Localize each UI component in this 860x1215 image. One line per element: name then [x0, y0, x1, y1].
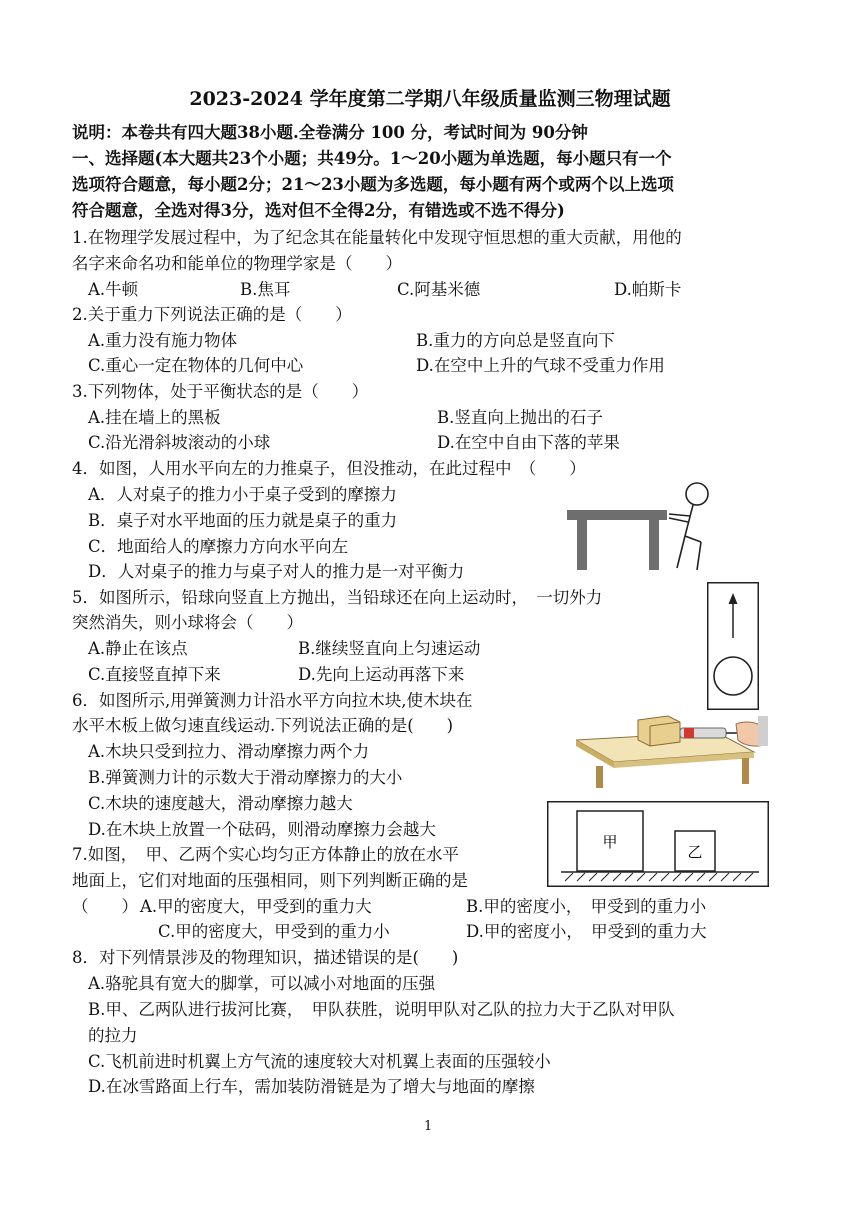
cube-yi-label: 乙	[687, 843, 703, 861]
q6-option-d: D.在木块上放置一个砝码，则滑动摩擦力会越大	[88, 820, 436, 839]
q1-stem-line1: 1.在物理学发展过程中，为了纪念其在能量转化中发现守恒思想的重大贡献，用他的	[72, 228, 682, 247]
q2-stem: 2.关于重力下列说法正确的是（ ）	[72, 305, 352, 324]
q5-figure-ball-upward	[707, 582, 759, 710]
q4-stem: 4．如图，人用水平向左的力推桌子，但没推动，在此过程中 （ ）	[72, 459, 586, 478]
q7-stem-line1: 7.如图， 甲、乙两个实心均匀正方体静止的放在水平	[72, 845, 459, 864]
q8-option-b-line1: B.甲、乙两队进行拔河比赛， 甲队获胜，说明甲队对乙队的拉力大于乙队对甲队	[88, 1000, 675, 1019]
q3-option-a: A.挂在墙上的黑板	[88, 408, 221, 427]
q7-option-d: D.甲的密度小， 甲受到的重力大	[466, 922, 707, 941]
q8-option-b-line2: 的拉力	[88, 1026, 138, 1045]
table-leg-right	[649, 520, 659, 570]
q7-option-a: A.甲的密度大，甲受到的重力大	[140, 897, 372, 916]
q7-answer-bracket: （ ）	[72, 897, 138, 916]
section-heading-line1: 一、选择题(本大题共23个小题；共49分。1～20小题为单选题，每小题只有一个	[72, 149, 672, 168]
q5-option-a: A.静止在该点	[88, 639, 188, 658]
q8-option-d: D.在冰雪路面上行车，需加装防滑链是为了增大与地面的摩擦	[88, 1077, 535, 1096]
q1-stem-line2: 名字来命名功和能单位的物理学家是（ ）	[72, 254, 402, 273]
q1-option-b: B.焦耳	[240, 280, 291, 299]
q6-option-a: A.木块只受到拉力、滑动摩擦力两个力	[88, 742, 370, 761]
q4-option-a: A．人对桌子的推力小于桌子受到的摩擦力	[88, 485, 397, 504]
q2-option-c: C.重心一定在物体的几何中心	[88, 356, 304, 375]
q7-option-c: C.甲的密度大，甲受到的重力小	[158, 922, 390, 941]
exam-note: 说明：本卷共有四大题38小题.全卷满分 100 分，考试时间为 90分钟	[72, 123, 588, 142]
q8-option-c: C.飞机前进时机翼上方气流的速度较大对机翼上表面的压强较小	[88, 1052, 551, 1071]
q2-option-d: D.在空中上升的气球不受重力作用	[416, 356, 665, 375]
q6-option-b: B.弹簧测力计的示数大于滑动摩擦力的大小	[88, 768, 403, 787]
cube-jia-label: 甲	[602, 833, 618, 851]
arrow-up-icon	[729, 593, 738, 604]
q1-option-a: A.牛顿	[88, 280, 139, 299]
spring-scale-red-band	[684, 728, 694, 738]
q3-option-b: B.竖直向上抛出的石子	[437, 408, 603, 427]
q3-option-d: D.在空中自由下落的苹果	[437, 433, 620, 452]
page-number: 1	[424, 1119, 433, 1134]
q1-option-c: C.阿基米德	[397, 280, 481, 299]
q4-option-c: C．地面给人的摩擦力方向水平向左	[88, 537, 349, 556]
sleeve	[758, 716, 768, 746]
table-top	[567, 510, 667, 520]
q2-option-b: B.重力的方向总是竖直向下	[416, 331, 615, 350]
exam-title: 2023-2024 学年度第二学期八年级质量监测三物理试题	[189, 88, 671, 110]
q4-option-d: D．人对桌子的推力与桌子对人的推力是一对平衡力	[88, 562, 465, 581]
q8-stem: 8．对下列情景涉及的物理知识，描述错误的是( )	[72, 948, 459, 967]
board-leg-right	[742, 758, 749, 784]
section-heading-line2: 选项符合题意，每小题2分；21～23小题为多选题，每小题有两个或两个以上选项	[72, 175, 674, 194]
q1-option-d: D.帕斯卡	[614, 280, 682, 299]
q6-stem-line1: 6．如图所示,用弹簧测力计沿水平方向拉木块,使木块在	[72, 691, 473, 710]
q7-stem-line2: 地面上，它们对地面的压强相同，则下列判断正确的是	[72, 871, 468, 890]
q6-stem-line2: 水平木板上做匀速直线运动.下列说法正确的是( )	[72, 716, 454, 735]
stick-person	[669, 483, 708, 570]
q4-figure-person-pushing-table	[565, 480, 725, 576]
ball	[714, 657, 752, 695]
q6-figure-spring-scale-block	[576, 710, 768, 788]
q3-stem: 3.下列物体，处于平衡状态的是（ ）	[72, 382, 369, 401]
q5-option-b: B.继续竖直向上匀速运动	[298, 639, 481, 658]
q8-option-a: A.骆驼具有宽大的脚掌，可以减小对地面的压强	[88, 974, 436, 993]
wood-block	[638, 716, 680, 746]
section-heading-line3: 符合题意，全选对得3分，选对但不全得2分，有错选或不选不得分)	[72, 201, 565, 220]
q5-option-c: C.直接竖直掉下来	[88, 665, 221, 684]
q7-figure-cubes-on-ground	[547, 801, 769, 887]
table-leg-left	[577, 520, 587, 570]
board-leg-left	[596, 766, 603, 788]
q4-option-b: B．桌子对水平地面的压力就是桌子的重力	[88, 511, 398, 530]
q5-stem-line2: 突然消失，则小球将会（ ）	[72, 613, 303, 632]
q5-stem-line1: 5．如图所示，铅球向竖直上方抛出，当铅球还在向上运动时， 一切外力	[72, 588, 603, 607]
q3-option-c: C.沿光滑斜坡滚动的小球	[88, 433, 271, 452]
q6-option-c: C.木块的速度越大，滑动摩擦力越大	[88, 794, 353, 813]
q2-option-a: A.重力没有施力物体	[88, 331, 238, 350]
q7-option-b: B.甲的密度小， 甲受到的重力小	[466, 897, 707, 916]
q5-option-d: D.先向上运动再落下来	[298, 665, 465, 684]
